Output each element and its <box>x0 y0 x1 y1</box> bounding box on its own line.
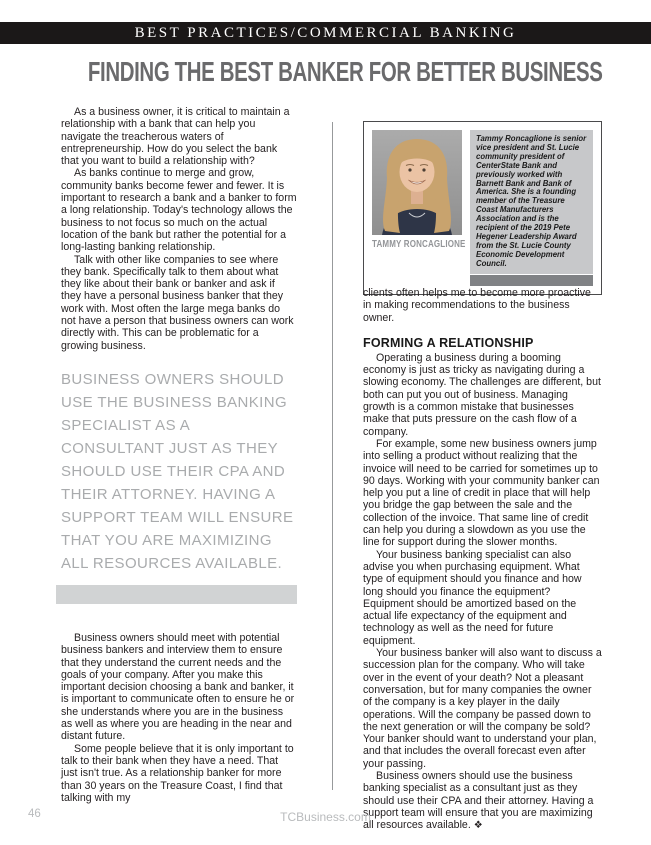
author-bio-text: Tammy Roncaglione is senior vice president and St. Lucie community president of CenterState Bank and previously worked with Barnett Bank and Bank of America. She is a founding member of the Treasure Coast Manufacturers Association and is the recipient of the 2019 Pete Hegener Leadership Award from the St. Lucie County Economic Development Council. <box>470 130 593 274</box>
pull-quote: BUSINESS OWNERS SHOULD USE THE BUSINESS BANKING SPECIALIST AS A CONSULTANT JUST AS THEY SHOULD USE THEIR CPA AND THEIR ATTORNEY. HAVING A SUPPORT TEAM WILL ENSURE THAT YOU ARE MAXIMIZING ALL RESOURCES AVAILABLE. <box>61 370 294 572</box>
column-divider <box>332 122 333 790</box>
paragraph: Your business banker will also want to discuss a succession plan for the company. Who will take over in the event of your death? Not a pleasant conversation, but for many companies the owner of the company is a key player in the daily operations. Will the company be passed down to the next generation or will the company be sold? Your banker should want to understand your plan, and that includes the overall forecast even after your passing. <box>363 647 602 770</box>
bio-accent-bar <box>470 275 593 286</box>
paragraph: As banks continue to merge and grow, community banks become fewer and fewer. It is important to research a bank and a banker to form a long relationship. Today's technology allows the business to not focus so much on the actual location of the bank but rather the potential for a long-lasting banking relationship. <box>61 167 297 254</box>
portrait-photo <box>372 130 462 235</box>
paragraph: Talk with other like companies to see where they bank. Specifically talk to them about what they like about their bank or banker and ask if they have a personal business banker that they work with. Most often the large mega banks do not have a person that business owners can work directly with. This can be problematic for a growing business. <box>61 253 294 352</box>
paragraph: Some people believe that it is only important to talk to their bank when they have a need. That just isn't true. As a relationship banker for more than 30 years on the Treasure Coast, I find that talking with my <box>61 742 294 804</box>
author-name-caption: TAMMY RONCAGLIONE <box>372 239 466 250</box>
footer-website: TCBusiness.com <box>280 810 371 824</box>
section-title: BEST PRACTICES/COMMERCIAL BANKING <box>134 24 517 41</box>
paragraph: clients often helps me to become more proactive in making recommendations to the business owner. <box>363 287 591 324</box>
author-bio-box <box>363 121 602 295</box>
paragraph: Your business banking specialist can also advise you when purchasing equipment. What type of equipment should you finance and how long should you finance the equipment? Equipment should be amortized based on the actual life expectancy of the equipment and technology as well as the need for future equipment. <box>363 548 582 647</box>
paragraph-text: Business owners should use the business banking specialist as a consultant just as they should use their CPA and their attorney. Having a support team will ensure that you are maximizing all resources available. <box>363 769 594 832</box>
paragraph: For example, some new business owners jump into selling a product without realizing that the invoice will need to be carried for sometimes up to 90 days. Working with your community banker can help you put a line of credit in place that will help you bridge the gap between the sale and the collection of the invoice. That same line of credit can help you during a slowdown as you use the line for support during the slower months. <box>363 437 600 549</box>
article-title: FINDING THE BEST BANKER FOR BETTER BUSINESS <box>87 56 603 87</box>
paragraph: Business owners should meet with potential business bankers and interview them to ensure that they understand the current needs and the goals of your company. After you make this important decision choosing a bank and banker, it is important to communicate often to ensure he or she understands where you are in the business as well as where you are heading in the near and distant future. <box>61 631 295 743</box>
paragraph: Operating a business during a booming economy is just as tricky as navigating during a slowing economy. The challenges are different, but both can put you out of business. Managing growth is a common mistake that businesses make that puts pressure on the cash flow of a company. <box>363 351 601 438</box>
author-bio-column <box>470 130 593 286</box>
paragraph: As a business owner, it is critical to maintain a relationship with a bank that can help you navigate the treacherous waters of entrepreneurship. How do you select the bank that you want to build a relationship with? <box>61 106 290 168</box>
page-number: 46 <box>28 808 41 820</box>
end-of-article-icon: ❖ <box>473 820 483 832</box>
pull-quote-accent-bar <box>56 585 297 604</box>
right-column <box>363 287 602 832</box>
section-header-bar <box>0 22 651 44</box>
author-photo-column <box>372 130 466 286</box>
left-column <box>61 106 297 804</box>
section-heading: FORMING A RELATIONSHIP <box>363 335 534 350</box>
